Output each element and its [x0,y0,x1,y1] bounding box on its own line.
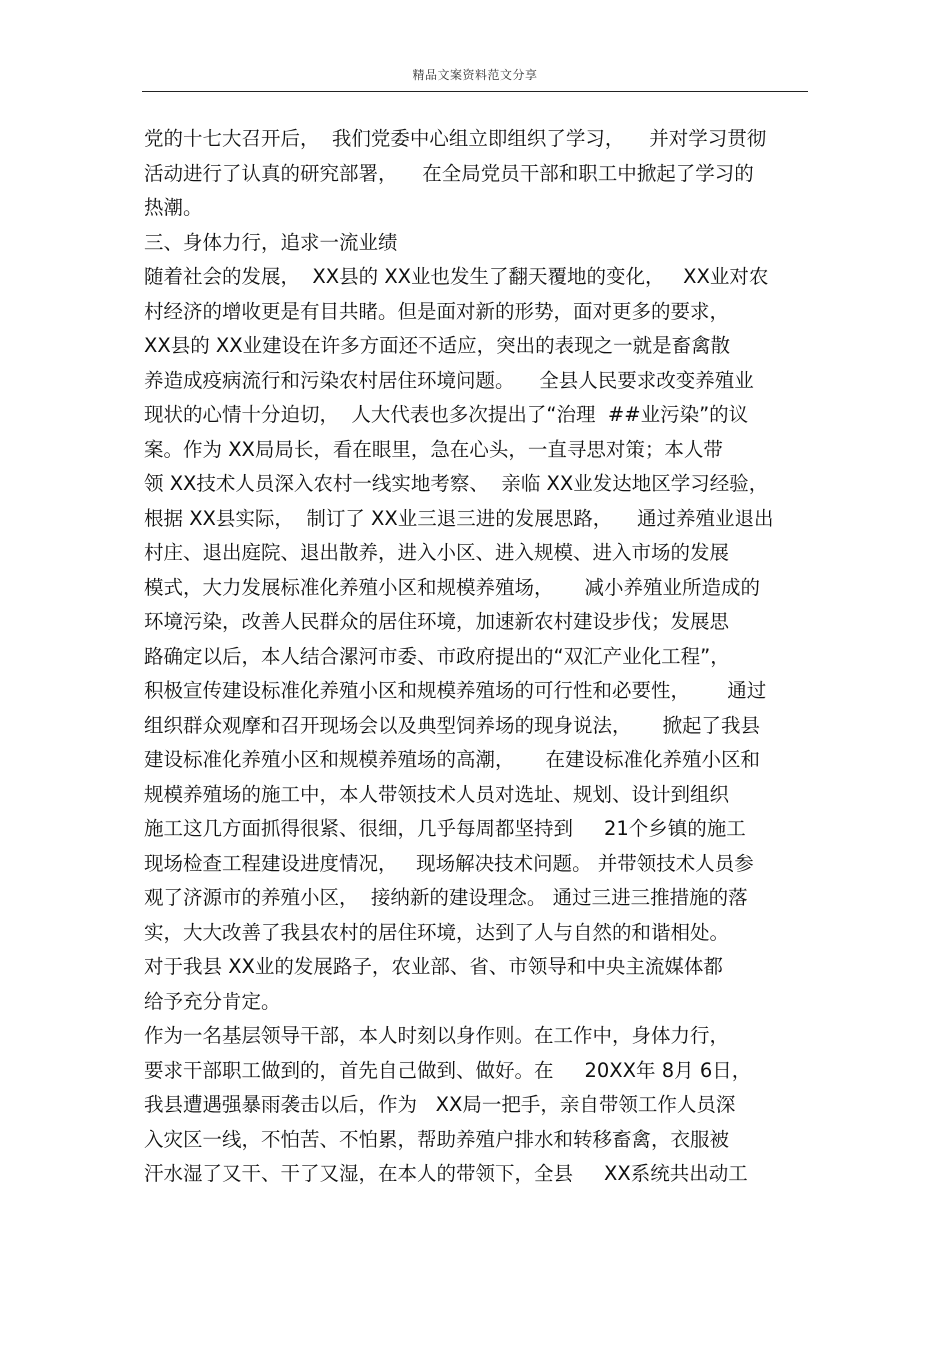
text-line: XX县的 XX业建设在许多方面还不适应，突出的表现之一就是畜禽散 [144,334,731,357]
text-line: 村经济的增收更是有目共睹。但是面对新的形势，面对更多的要求， [144,299,730,323]
text-line: 村庄、退出庭院、退出散养，进入小区、进入规模、进入市场的发展 [144,541,730,564]
text-line: 党的十七大召开后， 我们党委中心组立即组织了学习， 并对学习贯彻 [144,127,767,150]
text-line: 施工这几方面抓得很紧、很细，几乎每周都坚持到 21个乡镇的施工 [144,817,746,840]
text-line: 根据 XX县实际， 制订了 XX业三退三进的发展思路， 通过养殖业退出 [144,506,774,530]
text-line: 领 XX技术人员深入农村一线实地考察、 亲临 XX业发达地区学习经验， [144,472,769,495]
text-line: 入灾区一线，不怕苦、不怕累，帮助养殖户排水和转移畜禽，衣服被 [144,1127,730,1151]
text-line: 热潮。 [144,196,203,219]
header-divider [142,91,808,92]
text-line: 随着社会的发展， XX县的 XX业也发生了翻天覆地的变化， XX业对农 [144,265,769,288]
text-line: 积极宣传建设标准化养殖小区和规模养殖场的可行性和必要性， 通过 [144,679,767,702]
document-body [144,122,814,1192]
text-line: 规模养殖场的施工中，本人带领技术人员对选址、规划、设计到组织 [144,782,730,806]
text-line: 建设标准化养殖小区和规模养殖场的高潮， 在建设标准化养殖小区和 [144,748,760,771]
text-line: 现场检查工程建设进度情况， 现场解决技术问题。 并带领技术人员参 [144,851,754,875]
page-header: 精品文案资料范文分享 [412,68,538,82]
text-line: 要求干部职工做到的，首先自己做到、做好。在 20XX年 8月 6日， [144,1058,752,1082]
text-line: 现状的心情十分迫切， 人大代表也多次提出了“治理 ##业污染”的议 [144,403,749,426]
text-line: 组织群众观摩和召开现场会以及典型饲养场的现身说法， 掀起了我县 [144,713,760,737]
text-line: 作为一名基层领导干部，本人时刻以身作则。在工作中，身体力行， [144,1024,730,1047]
text-line: 汗水湿了又干、干了又湿，在本人的带领下，全县 XX系统共出动工 [144,1162,748,1185]
text-line: 给予充分肯定。 [144,989,281,1013]
text-line: 路确定以后，本人结合漯河市委、市政府提出的“双汇产业化工程”， [144,644,730,668]
section-heading: 三、身体力行，追求一流业绩 [144,230,398,254]
text-line: 观了济源市的养殖小区， 接纳新的建设理念。 通过三进三推措施的落 [144,886,748,909]
text-line: 活动进行了认真的研究部署， 在全局党员干部和职工中掀起了学习的 [144,161,754,185]
text-line: 养造成疫病流行和污染农村居住环境问题。 全县人民要求改变养殖业 [144,368,754,392]
text-line: 实，大大改善了我县农村的居住环境，达到了人与自然的和谐相处。 [144,920,730,944]
text-line: 环境污染，改善人民群众的居住环境，加速新农村建设步伐；发展思 [144,610,730,633]
text-line: 案。作为 XX局局长，看在眼里，急在心头，一直寻思对策；本人带 [144,437,723,461]
text-line: 对于我县 XX业的发展路子，农业部、省、市领导和中央主流媒体都 [144,955,723,978]
text-line: 模式，大力发展标准化养殖小区和规模养殖场， 减小养殖业所造成的 [144,575,760,599]
text-line: 我县遭遇强暴雨袭击以后，作为 XX局一把手，亲自带领工作人员深 [144,1093,736,1116]
